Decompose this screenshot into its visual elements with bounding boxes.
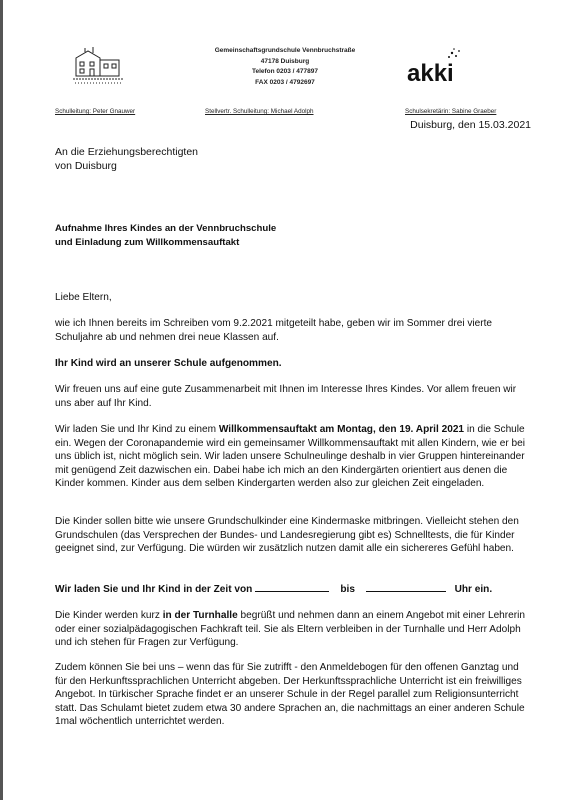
subject-line-1: Aufnahme Ihres Kindes an der Vennbruchschule [55, 223, 277, 234]
paragraph-masks: Die Kinder sollen bitte wie unsere Grundschulkinder eine Kindermaske mitbringen. Vielleicht stehen den Grundschulen (das Versprechen der Bundes- und Landesregierung gibt es) Schnelltests, die für Kinder geeignet sind, zur Verfügung. Die würden wir zusätzlich nutzen damit alle ein sichereres Gefühl haben. [55, 516, 519, 555]
date-line: Duisburg, den 15.03.2021 [410, 119, 531, 131]
paragraph-gym: Die Kinder werden kurz in der Turnhalle begrüßt und nehmen dann an einem Angebot mit einer Lehrerin oder einer sozialpädagogischen Fachkraft teil. Sie als Eltern verbleiben in der Turnhalle und Herr Adolph und ich stehen für Fragen zur Verfügung. [55, 610, 525, 649]
staff-principal: Schulleitung: Peter Gnauwer [55, 108, 136, 115]
salutation: Liebe Eltern, [55, 292, 112, 303]
recipient-address [55, 145, 198, 173]
paragraph-registration: Zudem können Sie bei uns – wenn das für Sie zutrifft - den Anmeldebogen für den offenen Ganztag und für den Herkunftssprachlichen Unterricht abgeben. Der Herkunftssprachliche Unterricht ist ein freiwilliges Angebot. In türkischer Sprache findet er an unserer Schule in der Regel parallel zum Religionsunterricht statt. Das Schulamt bietet zudem etwa 30 andere Sprachen an, die nachmittags an einer anderen Schule 1mal wöchentlich unterrichtet werden. [55, 662, 525, 728]
address-line-1: An die Erziehungsberechtigten [55, 146, 199, 158]
school-name: Gemeinschaftsgrundschule Vennbruchstraße [214, 47, 356, 54]
subject [55, 222, 276, 250]
akki-logo-text: akki [407, 60, 454, 87]
address-line-2: von Duisburg [55, 160, 117, 172]
paragraph-admission: Ihr Kind wird an unserer Schule aufgenommen. [55, 358, 282, 369]
subject-line-2: und Einladung zum Willkommensauftakt [55, 237, 240, 248]
akki-logo [405, 47, 465, 87]
time-from-blank [255, 582, 329, 592]
staff-secretary: Schulsekretärin: Sabine Graeber [405, 108, 497, 115]
paragraph-invitation: Wir laden Sie und Ihr Kind zu einem Willkommensauftakt am Montag, den 19. April 2021 in die Schule ein. Wegen der Coronapandemie wird ein gemeinsamer Willkommensauftakt mit allen Kindern, wie er bei uns üblich ist, nicht möglich sein. Wir laden unsere Schulneulinge deshalb in vier Gruppen hintereinander mit genügend Zeit dazwischen ein. Dabei habe ich mich an den Kindergärten orientiert aus denen die Kinder kommen. Kinder aus dem selben Kindergarten werden also zur gleichen Zeit eingeladen. [55, 424, 525, 490]
scan-edge [0, 0, 3, 800]
phone-number: Telefon 0203 / 477897 [251, 68, 318, 75]
paragraph-cooperation: Wir freuen uns auf eine gute Zusammenarbeit mit Ihnen im Interesse Ihres Kindes. Vor allem freuen wir uns aber auf Ihr Kind. [55, 384, 517, 409]
postal-address: 47178 Duisburg [260, 57, 310, 65]
paragraph-intro: wie ich Ihnen bereits im Schreiben vom 9.2.2021 mitgeteilt habe, geben wir im Sommer drei vierte Schuljahre ab und nehmen drei neue Klassen auf. [55, 318, 493, 343]
school-building-logo [73, 46, 123, 86]
staff-deputy: Stellvertr. Schulleitung: Michael Adolph [205, 108, 314, 115]
time-to-blank [366, 582, 446, 592]
fax-number: FAX 0203 / 4792697 [255, 78, 315, 86]
paragraph-time-slot: Wir laden Sie und Ihr Kind in der Zeit von bis Uhr ein. [55, 584, 493, 595]
letterhead [160, 46, 410, 88]
